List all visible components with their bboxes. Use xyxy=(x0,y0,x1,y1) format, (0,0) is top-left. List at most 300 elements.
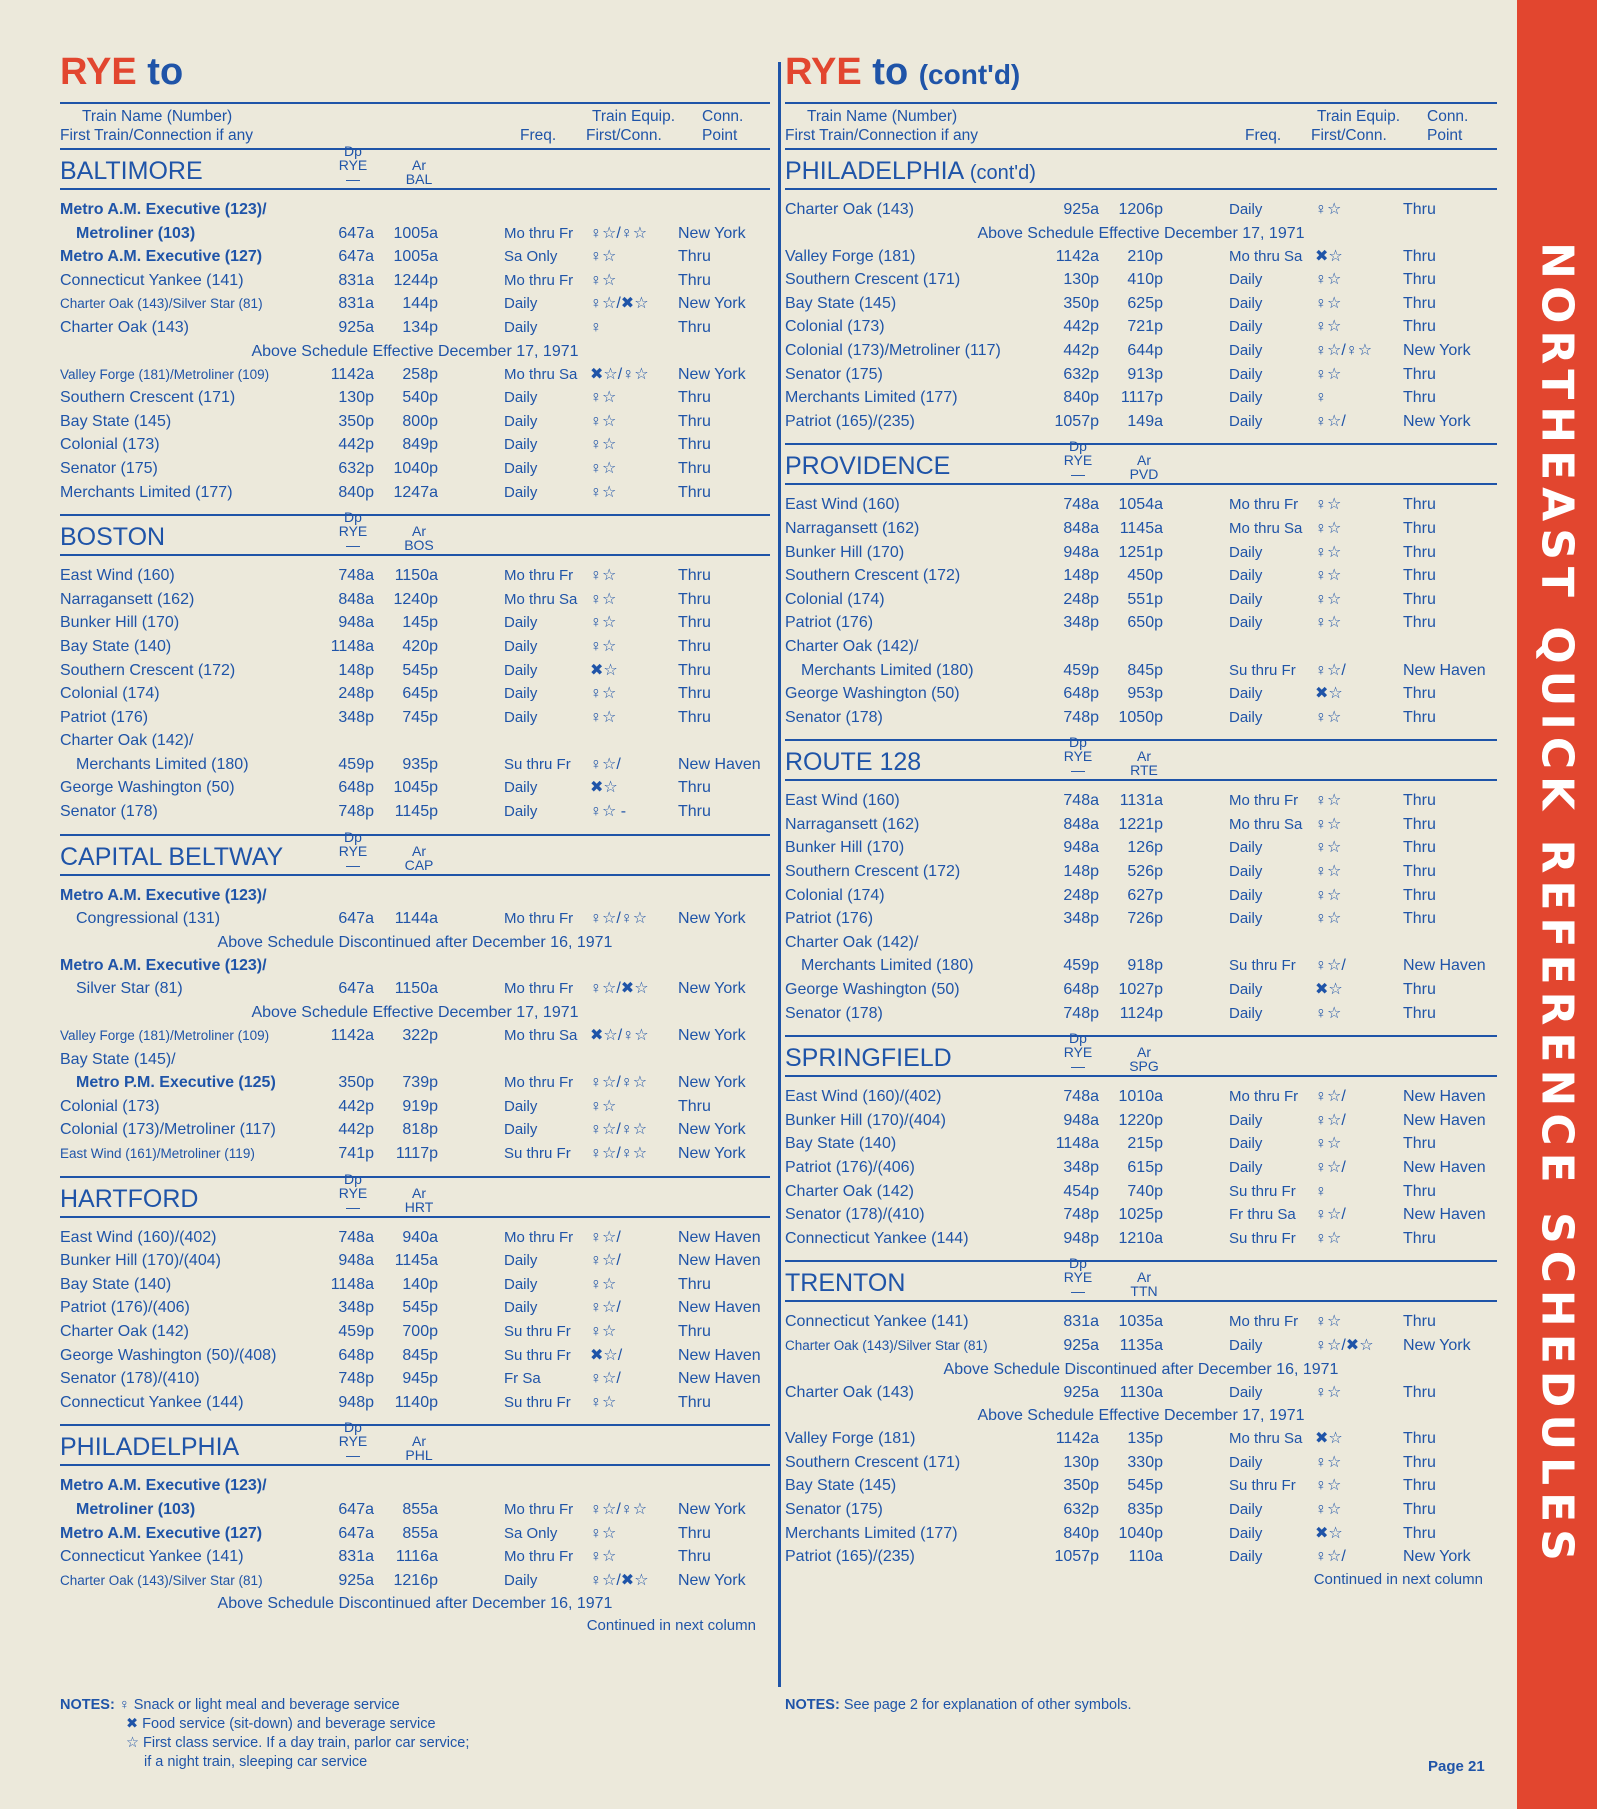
departure-time: 948p xyxy=(338,1393,374,1411)
arrival-time: 545p xyxy=(1127,1477,1163,1495)
departure-time: 648p xyxy=(338,779,374,797)
train-name: Silver Star (81) xyxy=(76,980,183,998)
frequency: Mo thru Fr xyxy=(504,224,574,242)
connection-point: New Haven xyxy=(678,1346,761,1364)
equipment-symbols: ✖☆ xyxy=(590,661,618,679)
arrival-time: 726p xyxy=(1127,910,1163,928)
table-row xyxy=(60,1048,770,1072)
table-row xyxy=(60,1367,770,1391)
table-row xyxy=(60,659,770,683)
train-name: Bunker Hill (170)/(404) xyxy=(785,1111,946,1129)
frequency: Mo thru Sa xyxy=(1229,519,1303,537)
connection-point: Thru xyxy=(678,248,711,266)
table-row xyxy=(60,1095,770,1119)
equipment-symbols: ✖☆ xyxy=(1315,981,1343,999)
equipment-symbols: ♀☆ xyxy=(1315,1477,1342,1495)
table-row xyxy=(785,1085,1497,1109)
arrival-time: 1131a xyxy=(1119,792,1163,810)
table-row xyxy=(785,1334,1497,1358)
train-name: Charter Oak (143) xyxy=(785,201,914,218)
connection-point: New Haven xyxy=(1403,1159,1486,1176)
departure-time: 647a xyxy=(338,1524,374,1542)
frequency: Daily xyxy=(1229,412,1263,430)
connection-point: Thru xyxy=(1403,1182,1436,1200)
section-header xyxy=(60,143,770,190)
departure-time: 442p xyxy=(338,1121,374,1139)
train-name: Charter Oak (143)/Silver Star (81) xyxy=(785,1337,988,1353)
connection-point: Thru xyxy=(1403,1313,1436,1331)
departure-time: 748a xyxy=(1063,496,1099,514)
equipment-symbols: ♀☆ xyxy=(1315,792,1342,810)
departure-time: 840p xyxy=(338,483,374,501)
arrival-time: 745p xyxy=(402,708,438,726)
train-name: Connecticut Yankee (144) xyxy=(60,1393,244,1411)
equipment-symbols: ♀☆/ xyxy=(1315,1206,1346,1224)
frequency: Daily xyxy=(1229,1524,1263,1542)
equipment-symbols: ♀☆ xyxy=(590,567,617,585)
section-destination-name: SPRINGFIELD xyxy=(785,1044,952,1073)
arrival-time: 135p xyxy=(1127,1430,1163,1448)
arrival-time: 1145p xyxy=(394,803,438,821)
table-row xyxy=(785,1002,1497,1026)
header-equip xyxy=(586,107,696,145)
section-header xyxy=(785,150,1497,190)
equipment-symbols: ♀☆/ xyxy=(1315,412,1346,430)
departure-time: 831a xyxy=(338,271,374,289)
arrival-time: 845p xyxy=(1127,661,1163,679)
arrival-time: 144p xyxy=(402,295,438,313)
connection-point: Thru xyxy=(1403,365,1436,383)
train-name: Senator (175) xyxy=(785,1500,883,1518)
arrival-abbr: Ar xyxy=(412,842,426,859)
arrival-time: 740p xyxy=(1127,1182,1163,1200)
table-row xyxy=(60,363,770,387)
departure-time: 925a xyxy=(338,318,374,336)
equipment-symbols: ♀ xyxy=(590,318,602,336)
frequency: Daily xyxy=(1229,567,1263,585)
connection-point: New Haven xyxy=(1403,661,1486,679)
table-row xyxy=(60,635,770,659)
frequency: Daily xyxy=(1229,590,1263,608)
departure-time: 647a xyxy=(338,248,374,266)
connection-point: Thru xyxy=(1403,567,1436,585)
equipment-symbols: ♀☆ xyxy=(590,614,617,632)
arrival-time: 1025p xyxy=(1118,1206,1163,1224)
connection-point: Thru xyxy=(1403,543,1436,561)
table-row xyxy=(785,564,1497,588)
departure-label xyxy=(332,1420,374,1462)
frequency: Daily xyxy=(504,708,538,726)
arrival-time: 645p xyxy=(402,685,438,703)
table-row xyxy=(785,978,1497,1002)
frequency: Daily xyxy=(1229,1383,1263,1401)
header-equip-line1: Train Equip. xyxy=(592,108,675,125)
arrival-time: 1135a xyxy=(1119,1336,1163,1354)
equipment-symbols: ✖☆/♀☆ xyxy=(590,1027,649,1045)
arrival-time: 627p xyxy=(1127,886,1163,904)
train-name: Metro P.M. Executive (125) xyxy=(76,1074,276,1092)
train-name: Southern Crescent (171) xyxy=(60,389,236,407)
arrival-time: 953p xyxy=(1127,685,1163,703)
frequency: Daily xyxy=(1229,1500,1263,1518)
arrival-time: 1150a xyxy=(394,980,438,998)
frequency: Daily xyxy=(1229,365,1263,383)
connection-point: New York xyxy=(678,1571,746,1589)
connection-point: New Haven xyxy=(1403,1206,1486,1224)
train-name: Patriot (176) xyxy=(60,708,149,726)
connection-point: Thru xyxy=(1403,389,1436,407)
frequency: Daily xyxy=(504,318,538,336)
equipment-symbols: ♀☆ xyxy=(1315,1383,1342,1401)
frequency: Daily xyxy=(504,1299,538,1317)
table-row xyxy=(785,1381,1497,1405)
departure-time: 948a xyxy=(1063,543,1099,561)
train-name: Connecticut Yankee (141) xyxy=(60,1548,244,1566)
departure-abbr: Dp xyxy=(344,509,362,526)
connection-point: Thru xyxy=(1403,886,1436,904)
departure-time: 459p xyxy=(1063,957,1099,975)
schedule-section xyxy=(60,828,770,1178)
departure-abbr: Dp xyxy=(1069,438,1087,455)
equipment-symbols: ♀☆ xyxy=(590,590,617,608)
connection-point: Thru xyxy=(678,1393,711,1411)
table-row xyxy=(60,1391,770,1415)
arrival-time: 1145a xyxy=(394,1252,438,1270)
table-row xyxy=(60,269,770,293)
arrival-time: 330p xyxy=(1127,1453,1163,1471)
frequency: Daily xyxy=(504,483,538,501)
section-destination xyxy=(785,1269,905,1298)
arrival-time: 1040p xyxy=(393,459,438,477)
notes-left-label: NOTES: xyxy=(60,1697,115,1713)
frequency: Daily xyxy=(504,803,538,821)
equipment-symbols: ♀☆ xyxy=(1315,863,1342,881)
connection-point: Thru xyxy=(1403,1500,1436,1518)
section-destination xyxy=(60,1185,198,1214)
connection-point: New York xyxy=(678,365,746,383)
frequency: Daily xyxy=(1229,341,1263,359)
title-right-contd: (cont'd) xyxy=(918,59,1021,90)
frequency: Su thru Fr xyxy=(1229,1229,1296,1247)
section-destination-name: ROUTE 128 xyxy=(785,748,922,777)
train-name: Bunker Hill (170)/(404) xyxy=(60,1252,221,1270)
departure-time: 1142a xyxy=(1055,1430,1099,1448)
arrival-time: 855a xyxy=(402,1524,438,1542)
schedule-note: Above Schedule Discontinued after December 16, 1971 xyxy=(943,1360,1339,1378)
notes-left-line3: ☆ First class service. If a day train, parlor car service; xyxy=(126,1735,470,1751)
schedule-note: Above Schedule Effective December 17, 1971 xyxy=(977,224,1305,242)
column-header-right xyxy=(785,102,1497,150)
schedule-section xyxy=(785,1255,1497,1600)
train-name: George Washington (50) xyxy=(60,779,235,797)
frequency: Mo thru Fr xyxy=(504,980,574,998)
frequency: Daily xyxy=(504,389,538,407)
departure-label xyxy=(332,830,374,872)
table-row xyxy=(785,363,1497,387)
arrival-abbr: Ar xyxy=(412,157,426,173)
section-header xyxy=(60,509,770,556)
table-row xyxy=(60,198,770,222)
arrival-time: 1251p xyxy=(1118,543,1163,561)
train-name: Senator (175) xyxy=(60,459,158,477)
train-name: Merchants Limited (177) xyxy=(785,1524,958,1542)
title-to: to xyxy=(147,51,184,93)
connection-point: Thru xyxy=(678,389,711,407)
departure-time: 1148a xyxy=(1055,1135,1099,1153)
section-destination xyxy=(60,523,165,552)
departure-time: 748a xyxy=(338,567,374,585)
frequency: Su thru Fr xyxy=(1229,957,1296,975)
arrival-time: 1124p xyxy=(1119,1004,1163,1022)
section-destination-name: HARTFORD xyxy=(60,1184,199,1213)
section-header xyxy=(60,1170,770,1218)
frequency: Daily xyxy=(504,295,538,313)
train-name: Valley Forge (181)/Metroliner (109) xyxy=(60,1028,270,1044)
table-row xyxy=(60,292,770,316)
equipment-symbols: ✖☆/ xyxy=(590,1346,623,1364)
arrival-station: RTE xyxy=(1130,762,1158,779)
arrival-label xyxy=(1123,749,1165,777)
table-row xyxy=(785,907,1497,931)
arrival-time: 140p xyxy=(402,1275,438,1293)
table-row xyxy=(785,386,1497,410)
train-name: Charter Oak (143) xyxy=(785,1383,914,1401)
connection-point: Thru xyxy=(678,779,711,797)
train-name: George Washington (50)/(408) xyxy=(60,1346,277,1364)
frequency: Su thru Fr xyxy=(504,1346,571,1364)
train-name: Narragansett (162) xyxy=(60,590,195,608)
arrival-time: 410p xyxy=(1127,271,1163,289)
table-row xyxy=(60,481,770,505)
equipment-symbols: ♀☆ xyxy=(1315,271,1342,289)
train-name: Patriot (176) xyxy=(785,614,874,632)
train-name: Colonial (173) xyxy=(785,318,885,336)
train-name: Bay State (140) xyxy=(785,1135,897,1153)
equipment-symbols: ♀☆ xyxy=(1315,496,1342,514)
table-row xyxy=(785,635,1497,659)
train-name: Narragansett (162) xyxy=(785,519,920,537)
header-name-line1: Train Name (Number) xyxy=(82,108,233,125)
train-name: Merchants Limited (180) xyxy=(76,755,249,773)
page-title-right xyxy=(785,50,1497,94)
section-destination-name: PROVIDENCE xyxy=(785,452,951,481)
train-name: George Washington (50) xyxy=(785,685,960,703)
train-name: Charter Oak (142) xyxy=(60,1322,189,1340)
departure-station: RYE— xyxy=(338,523,368,554)
schedule-section xyxy=(60,1419,770,1647)
frequency: Fr Sa xyxy=(504,1370,541,1388)
frequency: Su thru Fr xyxy=(1229,1182,1296,1200)
departure-time: 1148a xyxy=(330,1275,374,1293)
equipment-symbols: ♀ xyxy=(1315,1182,1327,1200)
equipment-symbols: ♀☆/ xyxy=(590,1299,621,1317)
table-row xyxy=(785,884,1497,908)
equipment-symbols: ♀☆ xyxy=(590,685,617,703)
frequency: Daily xyxy=(504,1571,538,1589)
connection-point: Thru xyxy=(1403,685,1436,703)
connection-point: Thru xyxy=(1403,1477,1436,1495)
arrival-time: 935p xyxy=(402,755,438,773)
section-header xyxy=(785,734,1497,781)
departure-time: 632p xyxy=(1063,365,1099,383)
table-row xyxy=(785,1227,1497,1251)
frequency: Mo thru Fr xyxy=(504,910,574,928)
train-name: Connecticut Yankee (144) xyxy=(785,1229,969,1247)
train-name: Charter Oak (142)/ xyxy=(785,637,919,655)
train-name: Merchants Limited (180) xyxy=(801,957,974,975)
arrival-time: 258p xyxy=(402,365,438,383)
arrival-time: 149a xyxy=(1127,412,1163,430)
arrival-label xyxy=(398,524,440,552)
departure-station: RYE— xyxy=(338,1433,368,1464)
arrival-time: 835p xyxy=(1127,1500,1163,1518)
connection-point: New Haven xyxy=(1403,1088,1486,1106)
connection-point: New York xyxy=(1403,1336,1471,1354)
table-row xyxy=(785,1310,1497,1334)
connection-point: Thru xyxy=(1403,294,1436,312)
table-row xyxy=(60,729,770,753)
arrival-station: TTN xyxy=(1130,1283,1158,1300)
departure-time: 1057p xyxy=(1054,412,1099,430)
departure-time: 648p xyxy=(1063,981,1099,999)
frequency: Daily xyxy=(1229,1135,1263,1153)
equipment-symbols: ♀☆ xyxy=(1315,201,1342,218)
connection-point: New York xyxy=(678,1145,746,1162)
connection-point: Thru xyxy=(678,1097,711,1115)
arrival-time: 818p xyxy=(402,1121,438,1139)
departure-time: 925a xyxy=(338,1571,374,1589)
connection-point: Thru xyxy=(678,567,711,585)
equipment-symbols: ♀☆/ xyxy=(590,1228,621,1246)
arrival-time: 1244p xyxy=(393,271,438,289)
frequency: Daily xyxy=(1229,294,1263,312)
table-row xyxy=(60,1344,770,1368)
train-name: Merchants Limited (177) xyxy=(60,483,233,501)
train-name: Charter Oak (143) xyxy=(60,318,189,336)
connection-point: Thru xyxy=(1403,981,1436,999)
table-row xyxy=(60,1024,770,1048)
equipment-symbols: ♀☆/ xyxy=(1315,1548,1346,1566)
header-right-name-line2: First Train/Connection if any xyxy=(785,127,978,144)
departure-time: 348p xyxy=(1063,1159,1099,1176)
frequency: Daily xyxy=(504,685,538,703)
departure-time: 248p xyxy=(1063,590,1099,608)
table-row xyxy=(60,457,770,481)
equipment-symbols: ♀☆/♀☆ xyxy=(590,1500,648,1518)
connection-point: New Haven xyxy=(678,1370,761,1388)
connection-point: Thru xyxy=(678,459,711,477)
arrival-label xyxy=(398,1186,440,1214)
section-destination-name: PHILADELPHIA xyxy=(60,1433,240,1462)
header-right-equip-line1: Train Equip. xyxy=(1317,108,1400,125)
header-right-equip-line2: First/Conn. xyxy=(1311,127,1387,144)
connection-point: New York xyxy=(678,1074,746,1092)
section-destination-name: PHILADELPHIA xyxy=(785,157,963,185)
departure-time: 442p xyxy=(338,1097,374,1115)
table-row xyxy=(60,954,770,978)
section-destination-name: BOSTON xyxy=(60,523,166,552)
arrival-time: 913p xyxy=(1127,365,1163,383)
equipment-symbols: ♀☆ xyxy=(590,1548,617,1566)
arrival-time: 644p xyxy=(1127,341,1163,359)
connection-point: Thru xyxy=(678,483,711,501)
connection-point: New York xyxy=(1403,1548,1471,1566)
arrival-time: 918p xyxy=(1127,957,1163,975)
notes-left-line1: ♀ Snack or light meal and beverage service xyxy=(118,1697,400,1713)
table-row xyxy=(785,1180,1497,1204)
train-name: Bunker Hill (170) xyxy=(785,839,905,857)
equipment-symbols: ♀☆ xyxy=(1315,1313,1342,1331)
frequency: Mo thru Fr xyxy=(1229,1088,1299,1106)
connection-point: Thru xyxy=(678,1524,711,1542)
train-name: East Wind (160) xyxy=(785,496,900,514)
frequency: Daily xyxy=(504,1252,538,1270)
arrival-time: 739p xyxy=(402,1074,438,1092)
connection-point: Thru xyxy=(1403,815,1436,833)
connection-point: Thru xyxy=(678,1548,711,1566)
arrival-time: 1116a xyxy=(395,1548,438,1566)
departure-time: 130p xyxy=(1063,1453,1099,1471)
arrival-time: 1054a xyxy=(1118,496,1163,514)
frequency: Daily xyxy=(1229,1336,1263,1354)
equipment-symbols: ♀ xyxy=(1315,389,1327,407)
section-destination-name: BALTIMORE xyxy=(60,157,203,185)
notes-left xyxy=(60,1696,760,1772)
departure-time: 848a xyxy=(1063,519,1099,537)
departure-station: RYE— xyxy=(1063,452,1093,483)
departure-time: 148p xyxy=(338,661,374,679)
table-row xyxy=(60,433,770,457)
train-name: Narragansett (162) xyxy=(785,815,920,833)
departure-time: 1057p xyxy=(1054,1548,1099,1566)
schedule-section xyxy=(60,143,770,516)
equipment-symbols: ♀☆ xyxy=(1315,519,1342,537)
equipment-symbols: ✖☆ xyxy=(1315,247,1343,265)
equipment-symbols: ♀☆ xyxy=(1315,839,1342,857)
header-conn-line1: Conn. xyxy=(702,108,744,125)
departure-label xyxy=(1057,735,1099,777)
table-row xyxy=(60,753,770,777)
train-name: Metroliner (103) xyxy=(76,1500,196,1518)
equipment-symbols: ♀☆ xyxy=(1315,910,1342,928)
header-right-freq: Freq. xyxy=(1245,127,1282,144)
section-destination-name: TRENTON xyxy=(785,1269,906,1298)
right-sections xyxy=(785,150,1497,1601)
equipment-symbols: ♀☆ xyxy=(1315,1135,1342,1153)
equipment-symbols: ♀☆ xyxy=(1315,1453,1342,1471)
frequency: Daily xyxy=(1229,201,1263,218)
header-equip-line2: First/Conn. xyxy=(586,127,662,144)
departure-station: RYE— xyxy=(338,1184,368,1215)
table-row xyxy=(60,1296,770,1320)
arrival-time: 545p xyxy=(402,1299,438,1317)
train-name: Metro A.M. Executive (123)/ xyxy=(60,201,267,218)
equipment-symbols: ✖☆ xyxy=(590,779,618,797)
arrival-station: PVD xyxy=(1129,466,1159,483)
title-right-to: to xyxy=(872,51,909,93)
departure-time: 350p xyxy=(1063,1477,1099,1495)
train-name: Charter Oak (142)/ xyxy=(60,732,194,750)
section-destination xyxy=(60,157,203,186)
departure-time: 840p xyxy=(1063,389,1099,407)
departure-time: 459p xyxy=(1063,661,1099,679)
arrival-time: 450p xyxy=(1127,567,1163,585)
connection-point: Thru xyxy=(1403,910,1436,928)
section-destination-name: CAPITAL BELTWAY xyxy=(60,842,284,871)
section-destination xyxy=(60,1433,239,1462)
arrival-time: 1140p xyxy=(394,1393,438,1411)
table-row xyxy=(785,410,1497,434)
